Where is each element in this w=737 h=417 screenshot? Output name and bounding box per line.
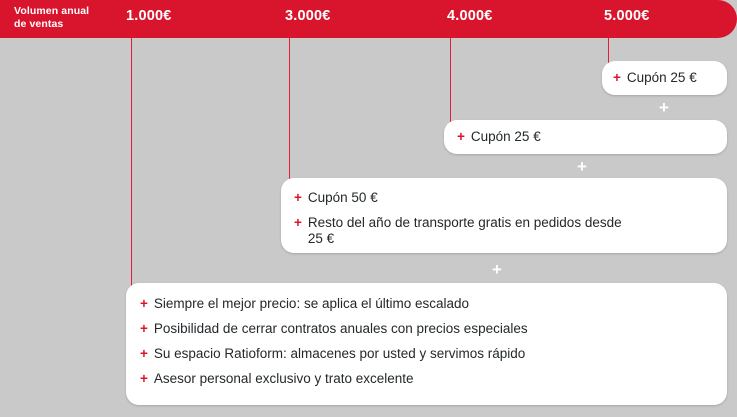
plus-bullet-icon: + (140, 346, 148, 361)
plus-bullet-icon: + (140, 321, 148, 336)
benefit-text: Su espacio Ratioform: almacenes por usted y servimos rápido (153, 346, 526, 361)
axis-title (14, 5, 89, 31)
benefit-text: Siempre el mejor precio: se aplica el último escalado (153, 296, 470, 311)
axis-tick-1000: 1.000€ (126, 8, 172, 24)
benefit-row (294, 215, 727, 247)
benefit-text: Cupón 50 € (307, 190, 378, 205)
connector-line-3000 (289, 38, 290, 181)
axis-tick-5000: 5.000€ (604, 8, 650, 24)
axis-tick-4000: 4.000€ (447, 8, 493, 24)
plus-bullet-icon: + (294, 190, 302, 205)
connector-line-4000 (450, 38, 451, 123)
connector-line-1000 (131, 38, 132, 286)
benefit-row (294, 190, 727, 206)
benefit-row (140, 321, 727, 337)
tier-card-1000[interactable] (126, 283, 727, 405)
plus-bullet-icon: + (613, 70, 621, 85)
axis-tick-3000: 3.000€ (285, 8, 331, 24)
axis-title-line2: de ventas (14, 18, 64, 30)
benefit-row (140, 296, 727, 312)
stack-separator-plus: + (577, 157, 587, 176)
plus-bullet-icon: + (140, 296, 148, 311)
axis-title-line1: Volumen anual (14, 5, 90, 17)
plus-bullet-icon: + (140, 371, 148, 386)
benefit-row (140, 346, 727, 362)
tier-card-4000[interactable] (444, 120, 727, 154)
benefit-text: Cupón 25 € (626, 70, 697, 85)
benefit-text: Asesor personal exclusivo y trato excelente (153, 371, 414, 386)
benefit-text: Posibilidad de cerrar contratos anuales con precios especiales (153, 321, 528, 336)
stack-separator-plus: + (659, 98, 669, 117)
benefit-row (140, 371, 727, 387)
benefit-text: Cupón 25 € (470, 129, 541, 144)
stack-separator-plus: + (492, 260, 502, 279)
tier-card-5000[interactable] (602, 61, 727, 95)
volume-axis-bar (0, 0, 737, 38)
plus-bullet-icon: + (457, 129, 465, 144)
benefit-row (613, 70, 727, 86)
connector-line-5000 (608, 38, 609, 64)
plus-bullet-icon: + (294, 215, 302, 230)
tier-card-3000[interactable] (281, 178, 727, 253)
benefit-row (457, 129, 727, 145)
benefit-text: Resto del año de transporte gratis en pedidos desde 25 € (307, 215, 622, 246)
